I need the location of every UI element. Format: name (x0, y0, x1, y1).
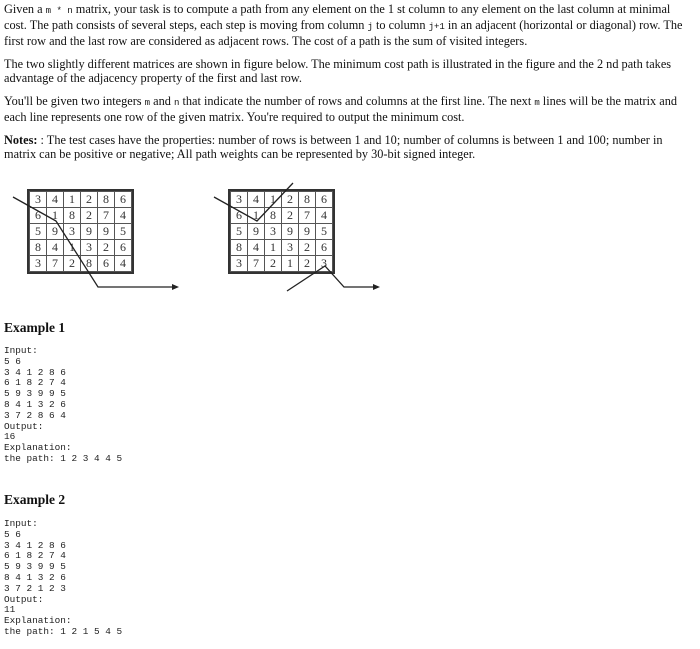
matrix-2-cell: 7 (299, 208, 316, 224)
matrix-figure-1 (27, 189, 134, 274)
matrix-2-cell: 8 (265, 208, 282, 224)
matrix-2-row (231, 208, 333, 224)
matrix-2-cell: 6 (231, 208, 248, 224)
matrix-2-cell: 4 (248, 192, 265, 208)
matrix-2-cell: 2 (299, 256, 316, 272)
matrix-1-cell: 8 (30, 240, 47, 256)
figure-description: The two slightly different matrices are shown in figure below. The minimum cost path is illustrated in the figure and the 2 nd path takes advantage of the adjacency property of the first and last row. (4, 57, 672, 85)
matrix-1-cell: 8 (98, 192, 115, 208)
matrix-1-body (30, 192, 132, 272)
matrix-2-cell: 3 (231, 192, 248, 208)
matrix-2-cell: 9 (248, 224, 265, 240)
example-2-heading: Example 2 (4, 492, 66, 507)
matrix-1-cell: 1 (64, 240, 81, 256)
matrix-1-cell: 4 (115, 256, 132, 272)
matrix-1-cell: 1 (47, 208, 64, 224)
example-1-heading: Example 1 (4, 320, 66, 335)
path-figures (0, 184, 700, 304)
matrix-1-row (30, 208, 132, 224)
problem-statement (4, 2, 694, 170)
matrix-2-cell: 1 (265, 240, 282, 256)
matrix-2-cell: 5 (316, 224, 333, 240)
matrix-1-cell: 8 (64, 208, 81, 224)
matrix-2-row (231, 192, 333, 208)
path-arrowhead-1 (172, 284, 179, 290)
matrix-1-cell: 6 (115, 192, 132, 208)
matrix-2-cell: 4 (248, 240, 265, 256)
matrix-1-cell: 9 (81, 224, 98, 240)
matrix-1-cell: 4 (115, 208, 132, 224)
matrix-1-cell: 4 (47, 192, 64, 208)
matrix-2-cell: 3 (282, 240, 299, 256)
matrix-2-row (231, 224, 333, 240)
matrix-2-cell: 9 (299, 224, 316, 240)
matrix-1-cell: 1 (64, 192, 81, 208)
matrix-1-cell: 4 (47, 240, 64, 256)
matrix-2-cell: 3 (316, 256, 333, 272)
matrix-1-row (30, 256, 132, 272)
matrix-1-row (30, 192, 132, 208)
matrix-2-cell: 3 (265, 224, 282, 240)
matrix-2-cell: 6 (316, 240, 333, 256)
matrix-2-cell: 3 (231, 256, 248, 272)
matrix-2-cell: 9 (282, 224, 299, 240)
matrix-2-cell: 2 (282, 208, 299, 224)
matrix-2-cell: 1 (248, 208, 265, 224)
matrix-1-cell: 2 (81, 192, 98, 208)
notes: Notes: : The test cases have the properties: number of rows is between 1 and 10; number of columns is between 1 and 100; number in matrix can be positive or negative; All path weights can be represented by 30-bit signed integer. (4, 133, 663, 161)
notes-label: Notes: (4, 133, 38, 147)
matrix-1-cell: 3 (64, 224, 81, 240)
matrix-1-cell: 5 (30, 224, 47, 240)
matrix-2-cell: 6 (316, 192, 333, 208)
example-2-code: Input: 5 6 3 4 1 2 8 6 6 1 8 2 7 4 5 9 3 9 9 5 8 4 1 3 2 6 3 7 2 1 2 3 Output: 11 Explanation: the path: 1 2 1 5 4 5 (4, 518, 123, 637)
matrix-1-cell: 5 (115, 224, 132, 240)
matrix-2-cell: 1 (282, 256, 299, 272)
matrix-1-cell: 6 (115, 240, 132, 256)
matrix-2-cell: 1 (265, 192, 282, 208)
matrix-1-cell: 2 (64, 256, 81, 272)
matrix-2-cell: 2 (299, 240, 316, 256)
matrix-figure-2 (228, 189, 335, 274)
matrix-2-cell: 5 (231, 224, 248, 240)
matrix-2-cell: 8 (299, 192, 316, 208)
matrix-2-body (231, 192, 333, 272)
matrix-1-cell: 3 (30, 192, 47, 208)
matrix-2-cell: 4 (316, 208, 333, 224)
matrix-1-cell: 7 (98, 208, 115, 224)
intro-paragraph: Given a m * n matrix, your task is to compute a path from any element on the 1 st column to any element on the last column at minimal cost. The path consists of several steps, each step is moving from column j to column j+1 in an adjacent (horizontal or diagonal) row. The first row and the last row are considered as adjacent rows. The cost of a path is the sum of visited integers. (4, 2, 683, 48)
matrix-2-row (231, 256, 333, 272)
matrix-2-cell: 2 (282, 192, 299, 208)
matrix-2-cell: 7 (248, 256, 265, 272)
matrix-1-cell: 3 (30, 256, 47, 272)
path-arrowhead-2 (373, 284, 380, 290)
matrix-2-row (231, 240, 333, 256)
matrix-1-cell: 8 (81, 256, 98, 272)
matrix-1-cell: 2 (81, 208, 98, 224)
matrix-1-cell: 6 (30, 208, 47, 224)
matrix-1-cell: 3 (81, 240, 98, 256)
matrix-1-cell: 2 (98, 240, 115, 256)
matrix-1-row (30, 224, 132, 240)
matrix-2-cell: 8 (231, 240, 248, 256)
example-1-code: Input: 5 6 3 4 1 2 8 6 6 1 8 2 7 4 5 9 3 9 9 5 8 4 1 3 2 6 3 7 2 8 6 4 Output: 16 Explanation: the path: 1 2 3 4 4 5 (4, 345, 123, 464)
matrix-1-cell: 9 (47, 224, 64, 240)
matrix-1-row (30, 240, 132, 256)
matrix-1-cell: 6 (98, 256, 115, 272)
matrix-1-cell: 9 (98, 224, 115, 240)
matrix-2-cell: 2 (265, 256, 282, 272)
matrix-1-cell: 7 (47, 256, 64, 272)
input-description: You'll be given two integers m and n that indicate the number of rows and columns at the first line. The next m lines will be the matrix and each line represents one row of the given matrix. You're required to output the minimum cost. (4, 94, 678, 124)
